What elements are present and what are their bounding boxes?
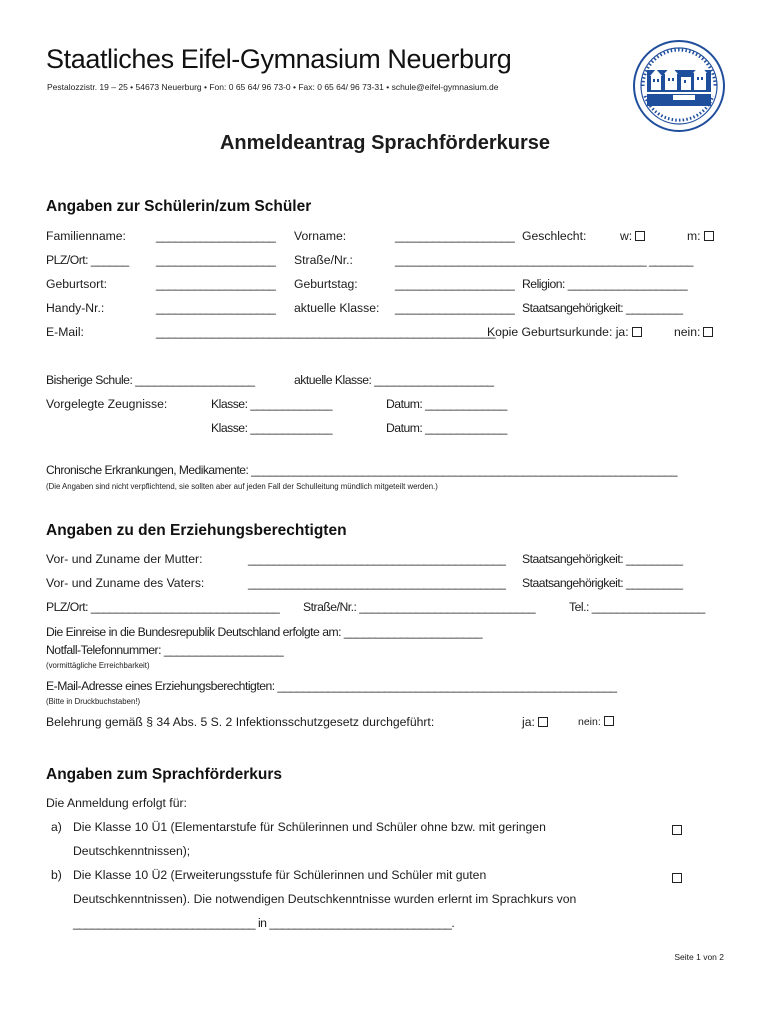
option-a[interactable] (669, 821, 682, 839)
field-geburtstag[interactable]: ___________________ (395, 277, 515, 291)
option-kopie-ja[interactable] (487, 325, 642, 339)
section-heading-student: Angaben zur Schülerin/zum Schüler (46, 198, 312, 215)
option-kopie-nein[interactable] (674, 325, 713, 339)
field-eltern-strasse[interactable]: Straße/Nr.: ____________________________ (303, 600, 536, 614)
label-kopie-nein: nein: (674, 325, 701, 339)
label-mutter: Vor- und Zuname der Mutter: (46, 552, 203, 566)
school-name: Staatliches Eifel-Gymnasium Neuerburg (46, 44, 512, 74)
checkbox-m[interactable] (704, 231, 714, 241)
checkbox-kopie-nein[interactable] (703, 327, 713, 337)
field-aktuelle-klasse[interactable]: ___________________ (395, 301, 515, 315)
field-geburtsort[interactable]: ___________________ (156, 277, 276, 291)
note-chronische-erkrankungen: (Die Angaben sind nicht verpflichtend, sie sollten aber auf jeden Fall der Schulleitung mündlich mitgeteilt werden.) (46, 482, 438, 491)
field-zeugnis-klasse-1[interactable]: Klasse: _____________ (211, 397, 332, 411)
field-handy[interactable]: ___________________ (156, 301, 276, 315)
label-aktuelle-klasse: aktuelle Klasse: (294, 301, 380, 315)
option-a-marker: a) (51, 820, 62, 834)
option-belehrung-ja[interactable] (522, 715, 548, 729)
label-belehrung: Belehrung gemäß § 34 Abs. 5 S. 2 Infektionsschutzgesetz durchgeführt: (46, 715, 435, 729)
field-zeugnis-datum-1[interactable]: Datum: _____________ (386, 397, 507, 411)
label-vorname: Vorname: (294, 229, 347, 243)
field-aktuelle-klasse-2[interactable]: aktuelle Klasse: ___________________ (294, 373, 494, 387)
field-vorname[interactable]: ___________________ (395, 229, 515, 243)
note-druckbuchstaben: (Bitte in Druckbuchstaben!) (46, 697, 141, 706)
document-title: Anmeldeantrag Sprachförderkurse (219, 132, 551, 154)
label-email: E-Mail: (46, 325, 84, 339)
label-handy: Handy-Nr.: (46, 301, 105, 315)
field-vater[interactable]: _________________________________________ (248, 576, 506, 590)
option-a-text-cont: Deutschkenntnissen); (73, 844, 191, 858)
field-staatsangehoerigkeit-mutter[interactable]: Staatsangehörigkeit: _________ (522, 552, 683, 566)
label-belehrung-nein: nein: (578, 716, 601, 728)
label-belehrung-ja: ja: (522, 715, 535, 729)
option-m[interactable] (687, 229, 714, 243)
section-heading-course: Angaben zum Sprachförderkurs (46, 766, 282, 783)
label-vater: Vor- und Zuname des Vaters: (46, 576, 205, 590)
field-sprachkurs[interactable]: _____________________________ in _____________________________. (73, 916, 455, 930)
field-zeugnis-datum-2[interactable]: Datum: _____________ (386, 421, 507, 435)
field-eltern-email[interactable]: E-Mail-Adresse eines Erziehungsberechtigten: ______________________________________________________ (46, 679, 617, 693)
field-staatsangehoerigkeit[interactable]: Staatsangehörigkeit: _________ (522, 301, 683, 315)
checkbox-option-b[interactable] (672, 873, 682, 883)
field-plz-ort[interactable]: ___________________ (156, 253, 276, 267)
checkbox-belehrung-nein[interactable] (604, 716, 614, 726)
field-bisherige-schule[interactable]: Bisherige Schule: ___________________ (46, 373, 255, 387)
label-plz-ort: PLZ/Ort: ______ (46, 253, 129, 267)
field-chronische-erkrankungen[interactable]: Chronische Erkrankungen, Medikamente: _____________________________________________________________________ (46, 463, 678, 477)
course-intro: Die Anmeldung erfolgt für: (46, 796, 187, 810)
checkbox-kopie-ja[interactable] (632, 327, 642, 337)
field-email[interactable]: ______________________________________________________ (156, 325, 496, 339)
label-w: w: (620, 229, 633, 243)
checkbox-option-a[interactable] (672, 825, 682, 835)
label-strasse: Straße/Nr.: (294, 253, 353, 267)
page-number: Seite 1 von 2 (674, 952, 724, 962)
field-familienname[interactable]: ___________________ (156, 229, 276, 243)
school-seal-icon (633, 40, 725, 132)
option-w[interactable] (620, 229, 645, 243)
label-geburtsort: Geburtsort: (46, 277, 107, 291)
field-mutter[interactable]: _________________________________________ (248, 552, 506, 566)
note-notfall: (vormittägliche Erreichbarkeit) (46, 661, 150, 670)
school-address: Pestalozzistr. 19 – 25 • 54673 Neuerburg • Fon: 0 65 64/ 96 73-0 • Fax: 0 65 64/ 96 73-31 • schule@eifel-gymnasium.de (47, 82, 499, 92)
label-m: m: (687, 229, 701, 243)
label-geschlecht: Geschlecht: (522, 229, 587, 243)
option-b-marker: b) (51, 868, 62, 882)
label-kopie: Kopie Geburtsurkunde: ja: (487, 325, 629, 339)
field-einreise[interactable]: Die Einreise in die Bundesrepublik Deutschland erfolgte am: ______________________ (46, 625, 483, 639)
field-eltern-tel[interactable]: Tel.: __________________ (569, 600, 705, 614)
option-b-text-cont: Deutschkenntnissen). Die notwendigen Deutschkenntnisse wurden erlernt im Sprachkurs von (73, 892, 577, 906)
field-zeugnis-klasse-2[interactable]: Klasse: _____________ (211, 421, 332, 435)
section-heading-parents: Angaben zu den Erziehungsberechtigten (46, 522, 347, 539)
label-zeugnisse: Vorgelegte Zeugnisse: (46, 397, 168, 411)
option-a-text: Die Klasse 10 Ü1 (Elementarstufe für Schülerinnen und Schüler ohne bzw. mit geringen (73, 820, 546, 834)
option-b-text: Die Klasse 10 Ü2 (Erweiterungsstufe für Schülerinnen und Schüler mit guten (73, 868, 487, 882)
checkbox-w[interactable] (635, 231, 645, 241)
option-b[interactable] (669, 869, 682, 887)
field-notfall-telefon[interactable]: Notfall-Telefonnummer: ___________________ (46, 643, 284, 657)
label-geburtstag: Geburtstag: (294, 277, 358, 291)
option-belehrung-nein[interactable] (578, 716, 614, 728)
checkbox-belehrung-ja[interactable] (538, 717, 548, 727)
field-strasse[interactable]: ________________________________________ _______ (395, 253, 693, 267)
field-eltern-plz-ort[interactable]: PLZ/Ort: ______________________________ (46, 600, 280, 614)
field-staatsangehoerigkeit-vater[interactable]: Staatsangehörigkeit: _________ (522, 576, 683, 590)
field-religion[interactable]: Religion: ___________________ (522, 277, 688, 291)
label-familienname: Familienname: (46, 229, 126, 243)
